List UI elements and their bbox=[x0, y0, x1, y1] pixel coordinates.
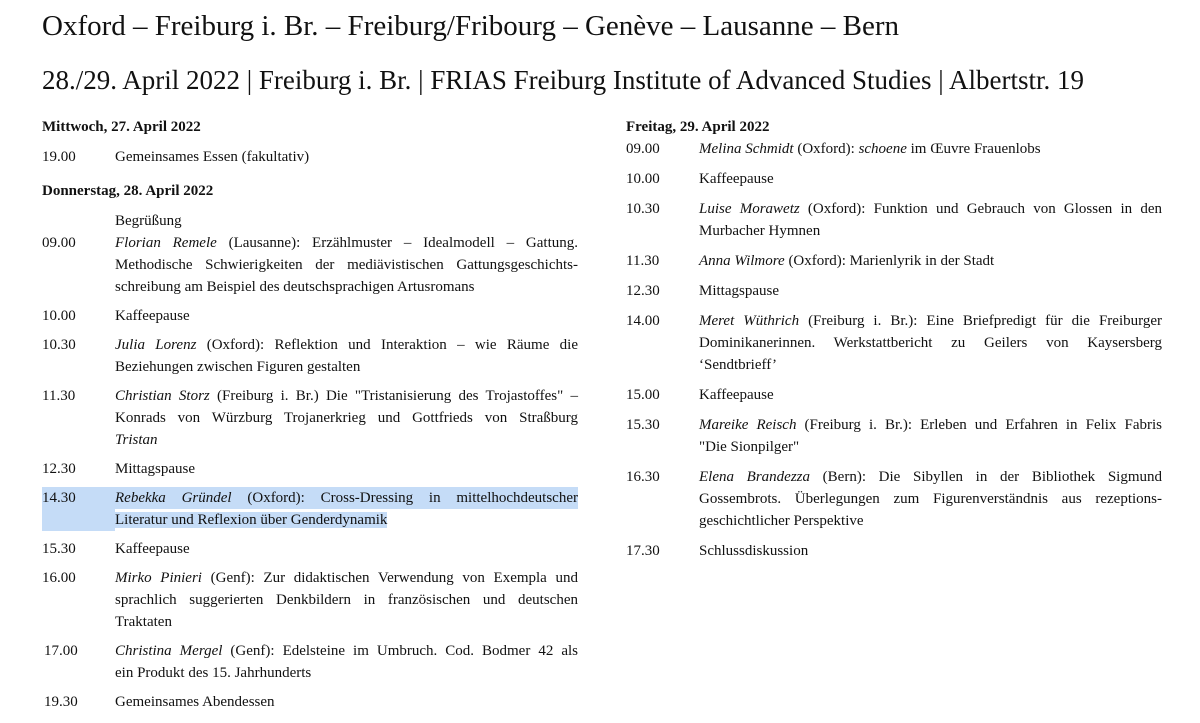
page-subtitle: 28./29. April 2022 | Freiburg i. Br. | FRIAS Freiburg Institute of Advanced Studies | Albertstr. 19 bbox=[42, 65, 1084, 95]
schedule-entry bbox=[42, 146, 578, 168]
entry-time: 15.30 bbox=[626, 417, 660, 433]
entry-work-title: Tristan bbox=[115, 432, 158, 448]
schedule-entry bbox=[626, 198, 1162, 242]
entry-title: Gemeinsames Abendessen bbox=[115, 694, 275, 710]
entry-greeting: Begrüßung bbox=[115, 213, 182, 229]
day-heading-wednesday: Mittwoch, 27. April 2022 bbox=[42, 119, 201, 135]
speaker-name: Julia Lorenz bbox=[115, 337, 197, 353]
entry-text: (Freiburg i. Br.) Die "Tristanisierung des Trojastoffes" – bbox=[209, 388, 578, 404]
entry-text: Traktaten bbox=[115, 614, 172, 630]
day-heading-friday: Freitag, 29. April 2022 bbox=[626, 119, 770, 135]
entry-text: (Oxford): Marienlyrik in der Stadt bbox=[784, 253, 995, 269]
entry-text: ‘Sendtbrieff’ bbox=[699, 357, 778, 373]
entry-text: Konrads von Würzburg Trojanerkrieg und Gottfrieds von Straßburg bbox=[115, 410, 578, 426]
entry-emphasis: schoene bbox=[858, 141, 907, 157]
entry-time: 19.00 bbox=[42, 149, 76, 165]
entry-title: Kaffeepause bbox=[699, 171, 774, 187]
entry-text: ein Produkt des 15. Jahrhunderts bbox=[115, 665, 312, 681]
schedule-entry bbox=[626, 414, 1162, 458]
entry-text: (Bern): Die Sibyllen in der Bibliothek Sigmund bbox=[810, 469, 1162, 485]
speaker-name: Mirko Pinieri bbox=[115, 570, 202, 586]
entry-time: 14.30 bbox=[42, 487, 115, 531]
entry-time: 10.00 bbox=[42, 308, 76, 324]
schedule-entry bbox=[42, 538, 578, 560]
schedule-entry bbox=[42, 567, 578, 633]
entry-text: "Die Sionpilger" bbox=[699, 439, 800, 455]
schedule-entry bbox=[626, 280, 1162, 302]
entry-text: Methodische Schwierigkeiten der mediävistischen Gattungsgeschichts- bbox=[115, 257, 578, 273]
schedule-right-column bbox=[626, 116, 1162, 562]
entry-text: (Freiburg i. Br.): Eine Briefpredigt für die Freiburger bbox=[799, 313, 1162, 329]
entry-time: 11.30 bbox=[626, 253, 660, 269]
entry-title: Kaffeepause bbox=[115, 308, 190, 324]
schedule-entry bbox=[42, 691, 578, 713]
speaker-name: Melina Schmidt bbox=[699, 141, 794, 157]
schedule-entry bbox=[42, 210, 578, 298]
entry-time: 11.30 bbox=[42, 388, 76, 404]
entry-time: 10.00 bbox=[626, 171, 660, 187]
entry-text: (Oxford): Reflektion und Interaktion – wie Räume die bbox=[196, 337, 578, 353]
schedule-entry-highlighted[interactable] bbox=[42, 487, 578, 531]
speaker-name: Luise Morawetz bbox=[699, 201, 800, 217]
entry-text: geschichtlicher Perspektive bbox=[699, 513, 864, 529]
entry-time: 16.30 bbox=[626, 469, 660, 485]
entry-title: Kaffeepause bbox=[115, 541, 190, 557]
entry-time: 15.00 bbox=[626, 387, 660, 403]
entry-text: (Oxford): Cross-Dressing in mittelhochdeutscher bbox=[231, 490, 578, 506]
speaker-name: Elena Brandezza bbox=[699, 469, 810, 485]
schedule-entry bbox=[42, 458, 578, 480]
entry-time: 12.30 bbox=[626, 283, 660, 299]
schedule-entry bbox=[626, 250, 1162, 272]
entry-time: 10.30 bbox=[42, 337, 76, 353]
entry-title: Gemeinsames Essen (fakultativ) bbox=[115, 149, 310, 165]
entry-time: 16.00 bbox=[42, 570, 76, 586]
entry-text: Gossembrots. Überlegungen zum Figurenverständnis aus rezeptions- bbox=[699, 491, 1162, 507]
schedule-entry bbox=[42, 334, 578, 378]
entry-title: Mittagspause bbox=[699, 283, 779, 299]
schedule-entry bbox=[626, 384, 1162, 406]
entry-title: Kaffeepause bbox=[699, 387, 774, 403]
speaker-name: Mareike Reisch bbox=[699, 417, 797, 433]
schedule-entry bbox=[42, 385, 578, 451]
entry-text: Literatur und Reflexion über Genderdynamik bbox=[115, 512, 388, 528]
schedule-left-column bbox=[42, 116, 578, 713]
entry-text: (Freiburg i. Br.): Erleben und Erfahren in Felix Fabris bbox=[796, 417, 1162, 433]
entry-text: Beziehungen zwischen Figuren gestalten bbox=[115, 359, 361, 375]
entry-time: 09.00 bbox=[42, 235, 76, 251]
entry-text: (Genf): Edelsteine im Umbruch. Cod. Bodmer 42 als bbox=[222, 643, 578, 659]
entry-text: Dominikanerinnen. Werkstattbericht zu Geilers von Kaysersberg bbox=[699, 335, 1162, 351]
entry-time: 14.00 bbox=[626, 313, 660, 329]
schedule-entry bbox=[626, 168, 1162, 190]
schedule-entry bbox=[42, 640, 578, 684]
entry-title: Mittagspause bbox=[115, 461, 195, 477]
entry-text: (Lausanne): Erzählmuster – Idealmodell – Gattung. bbox=[216, 235, 578, 251]
entry-time: 17.30 bbox=[626, 543, 660, 559]
page-title: Oxford – Freiburg i. Br. – Freiburg/Fribourg – Genève – Lausanne – Bern bbox=[42, 10, 899, 42]
schedule-entry bbox=[626, 138, 1162, 160]
entry-time: 12.30 bbox=[42, 461, 76, 477]
entry-text: (Genf): Zur didaktischen Verwendung von Exempla und bbox=[201, 570, 578, 586]
schedule-entry bbox=[42, 305, 578, 327]
day-heading-thursday: Donnerstag, 28. April 2022 bbox=[42, 183, 214, 199]
speaker-name: Rebekka Gründel bbox=[115, 490, 232, 506]
entry-text: Murbacher Hymnen bbox=[699, 223, 821, 239]
entry-time: 09.00 bbox=[626, 141, 660, 157]
speaker-name: Christian Storz bbox=[115, 388, 210, 404]
entry-time: 10.30 bbox=[626, 201, 660, 217]
entry-time: 15.30 bbox=[42, 541, 76, 557]
entry-text: (Oxford): Funktion und Gebrauch von Glossen in den bbox=[799, 201, 1162, 217]
entry-time: 19.30 bbox=[44, 694, 78, 710]
schedule-entry bbox=[626, 310, 1162, 376]
speaker-name: Meret Wüthrich bbox=[699, 313, 800, 329]
speaker-name: Florian Remele bbox=[115, 235, 217, 251]
entry-text: (Oxford): bbox=[793, 141, 859, 157]
speaker-name: Anna Wilmore bbox=[699, 253, 785, 269]
speaker-name: Christina Mergel bbox=[115, 643, 223, 659]
entry-time: 17.00 bbox=[44, 643, 78, 659]
entry-text: sprachlich suggerierten Denkbildern in französischen und deutschen bbox=[115, 592, 578, 608]
entry-title: Schlussdiskussion bbox=[699, 543, 809, 559]
schedule-entry bbox=[626, 540, 1162, 562]
entry-text: im Œuvre Frauenlobs bbox=[906, 141, 1041, 157]
entry-text: schreibung am Beispiel des deutschsprachigen Artusromans bbox=[115, 279, 475, 295]
schedule-entry bbox=[626, 466, 1162, 532]
